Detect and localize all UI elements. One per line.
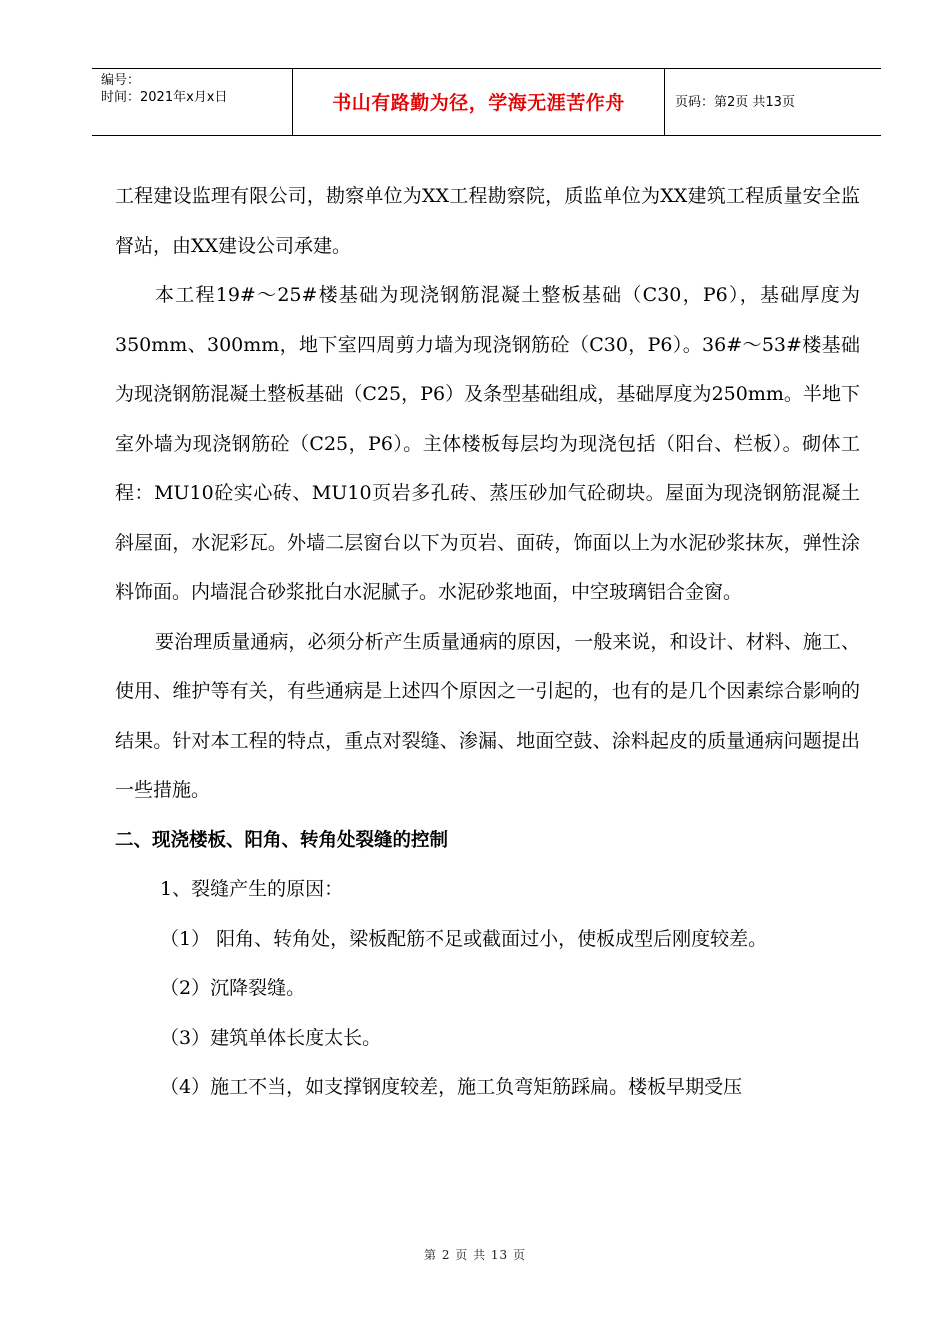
page-header — [92, 68, 881, 136]
subsection-heading: 1、裂缝产生的原因： — [160, 878, 344, 900]
document-time-label: 时间：2021年x月x日 — [101, 90, 228, 105]
document-body — [115, 172, 860, 1113]
document-number-label: 编号： — [101, 73, 141, 88]
list-item-2: （2）沉降裂缝。 — [160, 977, 306, 999]
paragraph-3: 要治理质量通病，必须分析产生质量通病的原因，一般来说，和设计、材料、施工、使用、维护等有关，有些通病是上述四个原因之一引起的，也有的是几个因素综合影响的结果。针对本工程的特点，重点对裂缝、渗漏、地面空鼓、涂料起皮的质量通病问题提出一些措施。 — [115, 630, 860, 801]
list-item-3: （3）建筑单体长度太长。 — [160, 1026, 382, 1049]
paragraph-1: 工程建设监理有限公司，勘察单位为XX工程勘察院，质监单位为XX建筑工程质量安全监督站，由XX建设公司承建。 — [115, 185, 860, 257]
header-meta — [92, 69, 293, 135]
header-motto: 书山有路勤为径，学海无涯苦作舟 — [293, 69, 665, 135]
paragraph-2: 本工程19#～25#楼基础为现浇钢筋混凝土整板基础（C30，P6），基础厚度为350mm、300mm，地下室四周剪力墙为现浇钢筋砼（C30，P6）。36#～53#楼基础为现浇钢筋混凝土整板基础（C25，P6）及条型基础组成，基础厚度为250mm。半地下室外墙为现浇钢筋砼（C25，P6）。主体楼板每层均为现浇包括（阳台、栏板）。砌体工程：MU10砼实心砖、MU10页岩多孔砖、蒸压砂加气砼砌块。屋面为现浇钢筋混凝土斜屋面，水泥彩瓦。外墙二层窗台以下为页岩、面砖，饰面以上为水泥砂浆抹灰，弹性涂料饰面。内墙混合砂浆批白水泥腻子。水泥砂浆地面，中空玻璃铝合金窗。 — [115, 284, 860, 603]
list-item-4: （4）施工不当，如支撑钢度较差，施工负弯矩筋踩扁。楼板早期受压 — [160, 1076, 743, 1098]
list-item-1: （1） 阳角、转角处，梁板配筋不足或截面过小，使板成型后刚度较差。 — [160, 927, 768, 950]
header-page-number: 页码：第2页 共13页 — [675, 95, 795, 110]
section-heading: 二、现浇楼板、阳角、转角处裂缝的控制 — [115, 829, 449, 851]
page-footer: 第 2 页 共 13 页 — [424, 1248, 526, 1262]
